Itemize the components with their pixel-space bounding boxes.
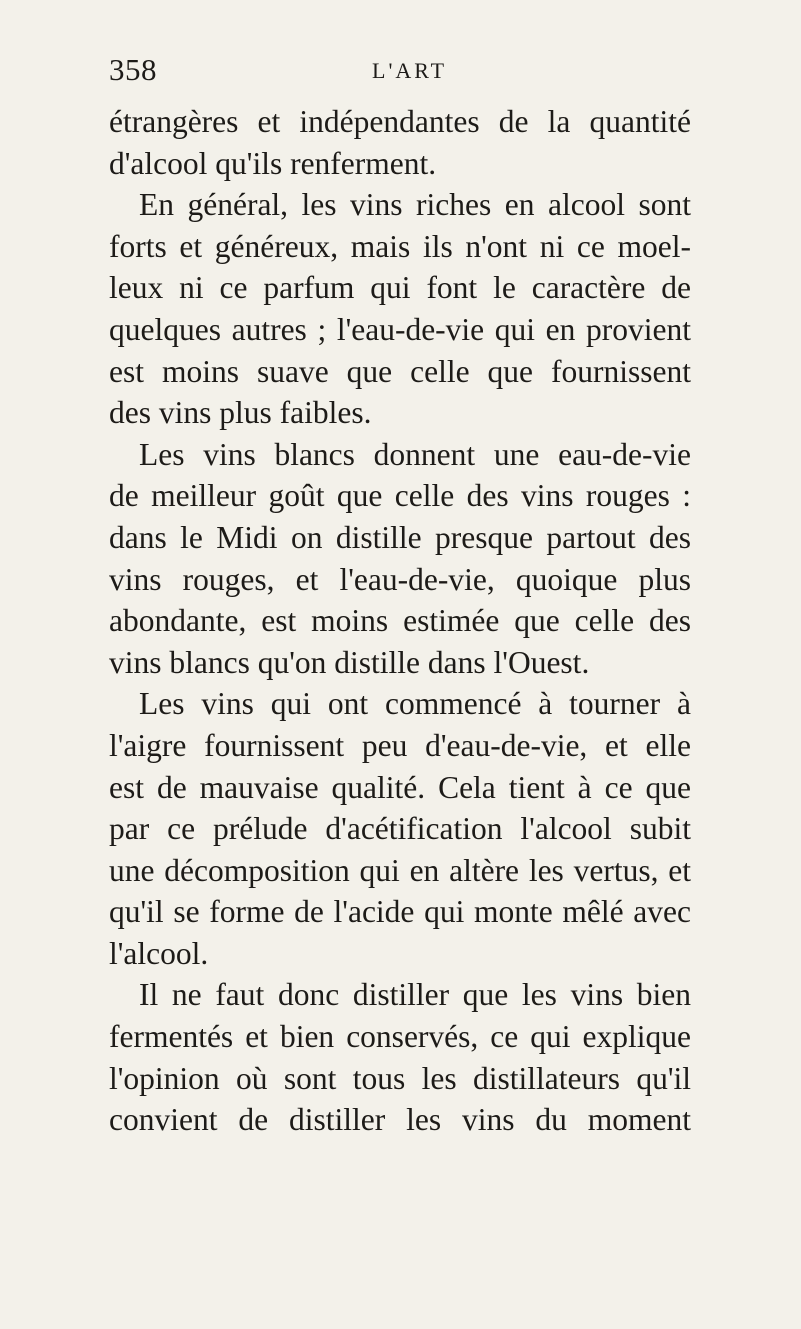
page-number: 358 [109,52,157,87]
text-line: de meilleur goût que celle des vins rouges : [109,478,691,514]
text-line: En général, les vins riches en alcool sont [139,187,691,223]
text-line: l'aigre fournissent peu d'eau-de-vie, et elle [109,727,691,763]
text-line: vins blancs qu'on distille dans l'Ouest. [109,644,590,680]
text-line: l'alcool. [109,935,209,971]
text-line: leux ni ce parfum qui font le caractère de [109,270,691,306]
text-line: abondante, est moins estimée que celle des [109,603,691,639]
body-text [109,101,691,1141]
text-line: par ce prélude d'acétification l'alcool subit [109,811,691,847]
text-line: vins rouges, et l'eau-de-vie, quoique plus [109,561,691,597]
text-line: convient de distiller les vins du moment [109,1102,691,1138]
text-line: fermentés et bien conservés, ce qui explique [109,1019,691,1055]
text-line: quelques autres ; l'eau-de-vie qui en provient [109,311,691,347]
text-line: dans le Midi on distille presque partout des [109,519,691,555]
text-line: étrangères et indépendantes de la quantité [109,104,691,139]
running-head [109,52,691,92]
text-line: est de mauvaise qualité. Cela tient à ce que [109,769,691,805]
text-line: Les vins blancs donnent une eau-de-vie [139,436,691,472]
text-line: l'opinion où sont tous les distillateurs qu'il [109,1060,691,1096]
text-line: Les vins qui ont commencé à tourner à [139,686,691,722]
text-line: qu'il se forme de l'acide qui monte mêlé avec [109,894,691,930]
running-title: L'ART [372,58,448,83]
text-line: une décomposition qui en altère les vertus, et [109,852,691,888]
text-line: forts et généreux, mais ils n'ont ni ce moel- [109,228,691,264]
text-line: Il ne faut donc distiller que les vins bien [139,977,691,1013]
text-line: d'alcool qu'ils renferment. [109,145,437,181]
text-line: des vins plus faibles. [109,395,372,431]
text-line: est moins suave que celle que fournissent [109,353,691,389]
